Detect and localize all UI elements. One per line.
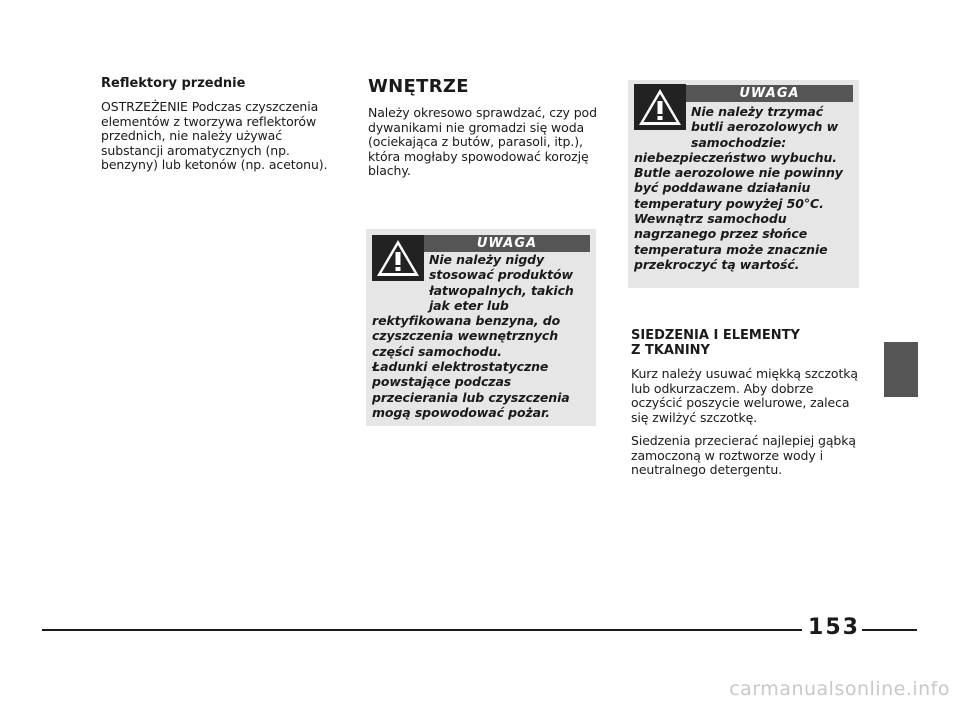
warning-triangle-icon — [372, 235, 424, 281]
seats-paragraph-2: Siedzenia przecierać najlepiej gąbką zamoczoną w roztworze wody i neutralnego detergentu. — [631, 433, 856, 477]
seats-title-line1: SIEDZENIA I ELEMENTY — [631, 328, 800, 343]
warning-label: UWAGA — [686, 85, 853, 102]
warning-triangle-icon-svg — [375, 237, 421, 279]
seats-title — [631, 328, 859, 358]
footer-rule-right — [862, 629, 917, 631]
footer-rule-left — [42, 629, 802, 631]
chapter-tab — [884, 342, 918, 397]
warning-triangle-icon — [634, 84, 686, 130]
seats-section — [631, 328, 859, 487]
warning-text-2: Ładunki elektrostatyczne powstające podczas przecierania lub czyszczenia mogą spowodować pożar. — [372, 359, 570, 420]
warning-triangle-icon-svg — [637, 86, 683, 128]
page-number: 153 — [808, 615, 860, 640]
seats-title-line2: Z TKANINY — [631, 343, 710, 358]
column-middle — [368, 76, 603, 188]
warning-text: Nie należy trzymać butli aerozolowych w samochodzie: niebezpieczeństwo wybuchu. Butle aerozolowe nie powinny być poddawane działaniu temperatury powyżej 50°C. Wewnątrz samochodu nagrzanego przez słońce temperatura może znacznie przekroczyć tą wartość. — [634, 104, 843, 272]
watermark: carmanualsonline.info — [729, 678, 950, 700]
warning-label: UWAGA — [424, 235, 590, 252]
warning-box-flammable — [366, 229, 596, 426]
seats-paragraph-1: Kurz należy usuwać miękką szczotką lub odkurzaczem. Aby dobrze oczyścić poszycie welurowe, zaleca się zwilżyć szczotkę. — [631, 366, 858, 425]
headlights-paragraph: OSTRZEŻENIE Podczas czyszczenia elementów z tworzywa reflektorów przednich, nie należy używać substancji aromatycznych (np. benzyny) lub ketonów (np. acetonu). — [101, 99, 328, 172]
warning-text-1: Nie należy nigdy stosować produktów łatwopalnych, takich jak eter lub rektyfikowana benzyna, do czyszczenia wewnętrznych części samochodu. — [372, 252, 574, 359]
warning-box-aerosol — [628, 80, 859, 288]
interior-paragraph: Należy okresowo sprawdzać, czy pod dywanikami nie gromadzi się woda (ociekająca z butów, parasoli, itp.), która mogłaby spowodować korozję blachy. — [368, 105, 597, 178]
column-left — [101, 76, 336, 182]
headlights-subheading: Reflektory przednie — [101, 76, 246, 91]
interior-title: WNĘTRZE — [368, 76, 469, 97]
